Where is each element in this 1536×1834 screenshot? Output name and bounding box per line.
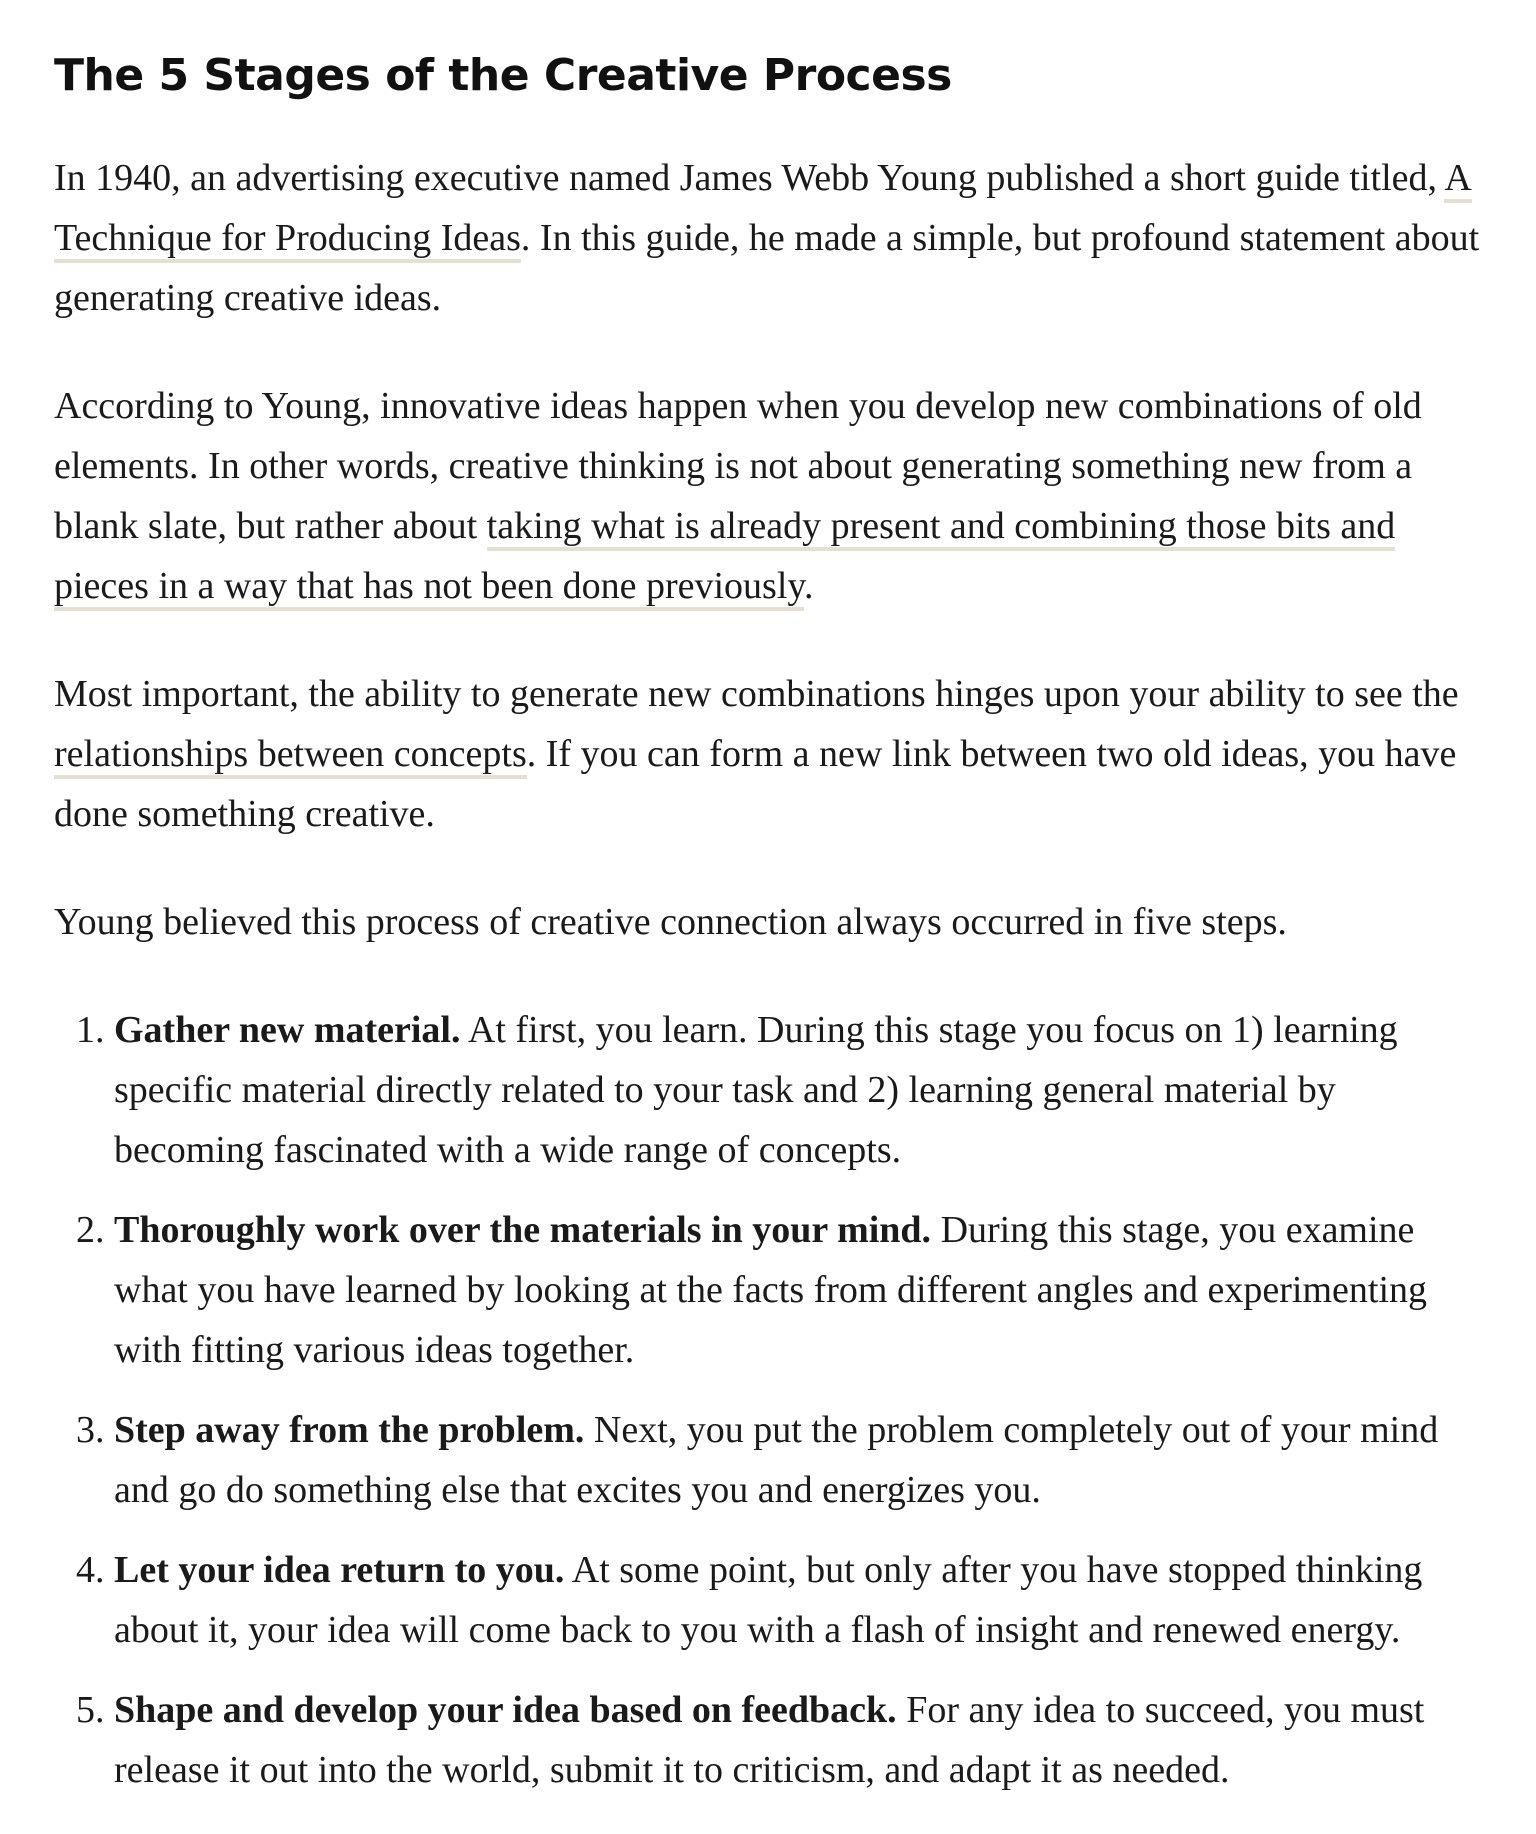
step-title: Let your idea return to you. <box>114 1549 565 1591</box>
combinations-paragraph <box>54 376 1482 616</box>
list-item <box>114 1000 1482 1180</box>
step-text: At some point, but only after you have stopped thinking about it, your idea will come back to you with a flash of insight and renewed energy. <box>114 1549 1423 1651</box>
page-title: The 5 Stages of the Creative Process <box>54 50 952 101</box>
intro-paragraph <box>54 148 1482 328</box>
relationships-paragraph <box>54 664 1482 844</box>
combinations-text-after: . <box>803 565 814 607</box>
steps-list <box>54 1000 1482 1800</box>
step-text: Next, you put the problem completely out of your mind and go do something else that excites you and energizes you. <box>114 1409 1439 1511</box>
intro-text-before: In 1940, an advertising executive named James Webb Young published a short guide titled, <box>54 157 1445 199</box>
step-text: At first, you learn. During this stage you focus on 1) learning specific material directly related to your task and 2) learning general material by becoming fascinated with a wide range of concepts. <box>114 1009 1398 1171</box>
intro-text-after: . In this guide, he made a simple, but profound statement about generating creative ideas. <box>54 217 1480 319</box>
step-title: Gather new material. <box>114 1009 461 1051</box>
list-item <box>114 1680 1482 1800</box>
relationships-text-before: Most important, the ability to generate new combinations hinges upon your ability to see the <box>54 673 1459 715</box>
combining-link[interactable]: taking what is already present and combining those bits and pieces in a way that has not been done previously <box>54 505 1395 611</box>
step-text: During this stage, you examine what you have learned by looking at the facts from different angles and experimenting with fitting various ideas together. <box>114 1209 1428 1371</box>
step-title: Thoroughly work over the materials in your mind. <box>114 1209 932 1251</box>
combinations-text-before: According to Young, innovative ideas happen when you develop new combinations of old elements. In other words, creative thinking is not about generating something new from a blank slate, but rather about <box>54 385 1422 547</box>
five-steps-intro: Young believed this process of creative connection always occurred in five steps. <box>54 901 1287 943</box>
relationships-link[interactable]: relationships between concepts <box>54 733 527 779</box>
step-title: Step away from the problem. <box>114 1409 585 1451</box>
relationships-text-after: . If you can form a new link between two old ideas, you have done something creative. <box>54 733 1457 835</box>
step-text: For any idea to succeed, you must release it out into the world, submit it to criticism, and adapt it as needed. <box>114 1689 1425 1791</box>
list-item <box>114 1540 1482 1660</box>
list-item <box>114 1400 1482 1520</box>
step-title: Shape and develop your idea based on feedback. <box>114 1689 897 1731</box>
technique-book-link[interactable]: A Technique for Producing Ideas <box>54 157 1472 263</box>
list-item <box>114 1200 1482 1380</box>
